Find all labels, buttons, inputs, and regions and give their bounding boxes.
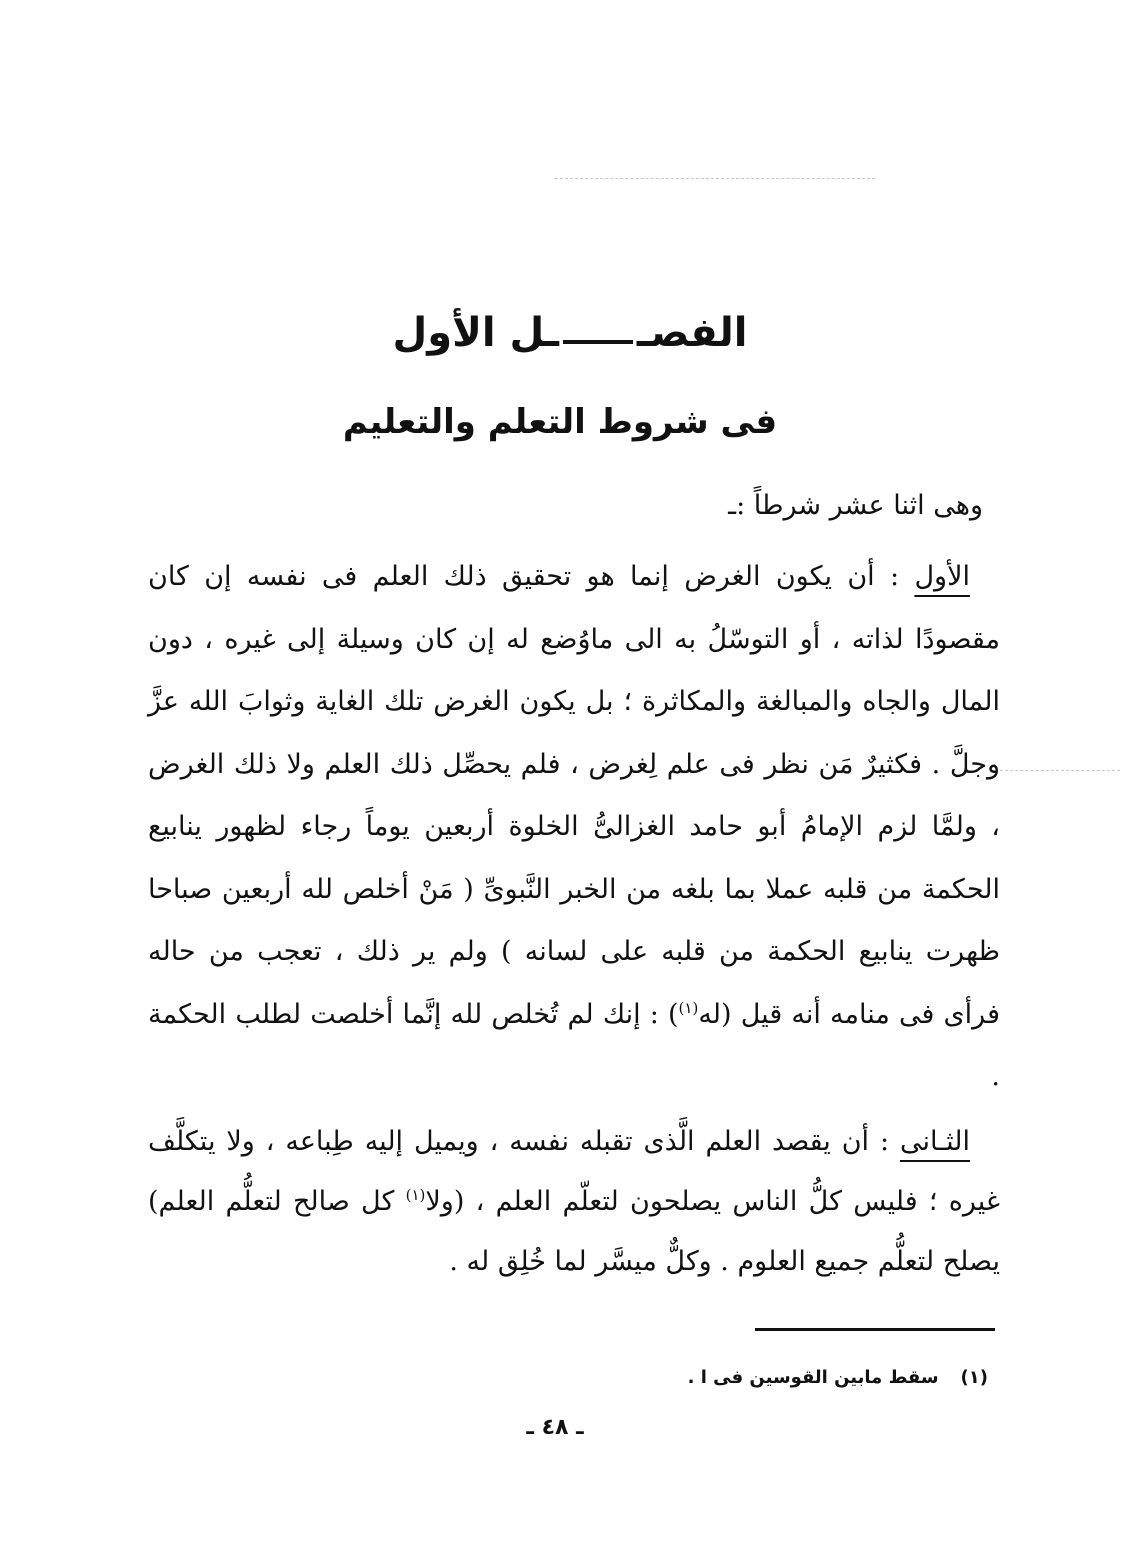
heading-elongation-stroke (563, 322, 633, 344)
footnote-marker: (١) (960, 1367, 988, 1388)
footnote-reference: (١) (405, 1186, 426, 1204)
footnote-text: سقط مابين القوسين فى ا . (687, 1367, 939, 1388)
page-number: ـ ٤٨ ـ (526, 1415, 584, 1440)
chapter-heading (380, 298, 760, 368)
scan-artifact-line (555, 178, 875, 179)
intro-line: وهى اثنا عشر شرطاً :ـ (728, 490, 983, 521)
paragraph-first-text-end: ) : إنك لم تُخلص لله إنَّما أخلصت لطلب الحكمة . (148, 998, 1000, 1092)
paragraph-first-text: : أن يكون الغرض إنما هو تحقيق ذلك العلم فى نفسه إن كان مقصودًا لذاته ، أو التوسّلُ به الى ماوُضع له إن كان وسيلة إلى غيره ، دون المال والجاه والمبالغة والمكاثرة ؛ بل يكون الغرض تلك الغاية وثوابَ الله عزَّ وجلَّ . فكثيرٌ مَن نظر فى علم لِغرض ، فلم يحصِّل ذلك العلم ولا ذلك الغرض ، ولمَّا لزم الإمامُ أبو حامد الغزالىُّ الخلوة أربعين يوماً رجاء لظهور ينابيع الحكمة من قلبه عملا بما بلغه من الخبر النَّبوىِّ ( مَنْ أخلص لله أربعين صباحا ظهرت ينابيع الحكمة من قلبه على لسانه ) ولم ير ذلك ، تعجب من حاله فرأى فى منامه أنه قيل (له (148, 561, 1000, 1030)
scan-artifact-line (1000, 770, 1120, 771)
condition-label-second: الثـانى (899, 1126, 970, 1157)
chapter-heading-part-1: الفصـ (636, 310, 748, 356)
paragraph-second-condition (148, 1112, 1000, 1292)
footnote-reference: (١) (678, 998, 699, 1017)
chapter-heading-part-2: ـل الأول (392, 310, 559, 356)
paragraph-second-text-end: كل صالح لتعلُّم العلم) يصلح لتعلُّم جميع العلوم . وكلٌّ ميسَّر لما خُلِق له . (148, 1186, 1000, 1277)
footnote-divider (755, 1328, 995, 1331)
chapter-subtitle: فى شروط التعلم والتعليم (342, 402, 778, 442)
paragraph-first-condition (148, 546, 1000, 1109)
footnote (428, 1360, 988, 1396)
paragraph-second-text: : أن يقصد العلم الَّذى تقبله نفسه ، ويميل إليه طِباعه ، ولا يتكلَّف غيره ؛ فليس كلُّ الناس يصلحون لتعلّم العلم ، (ولا (148, 1126, 1001, 1217)
condition-label-first: الأول (914, 561, 970, 592)
